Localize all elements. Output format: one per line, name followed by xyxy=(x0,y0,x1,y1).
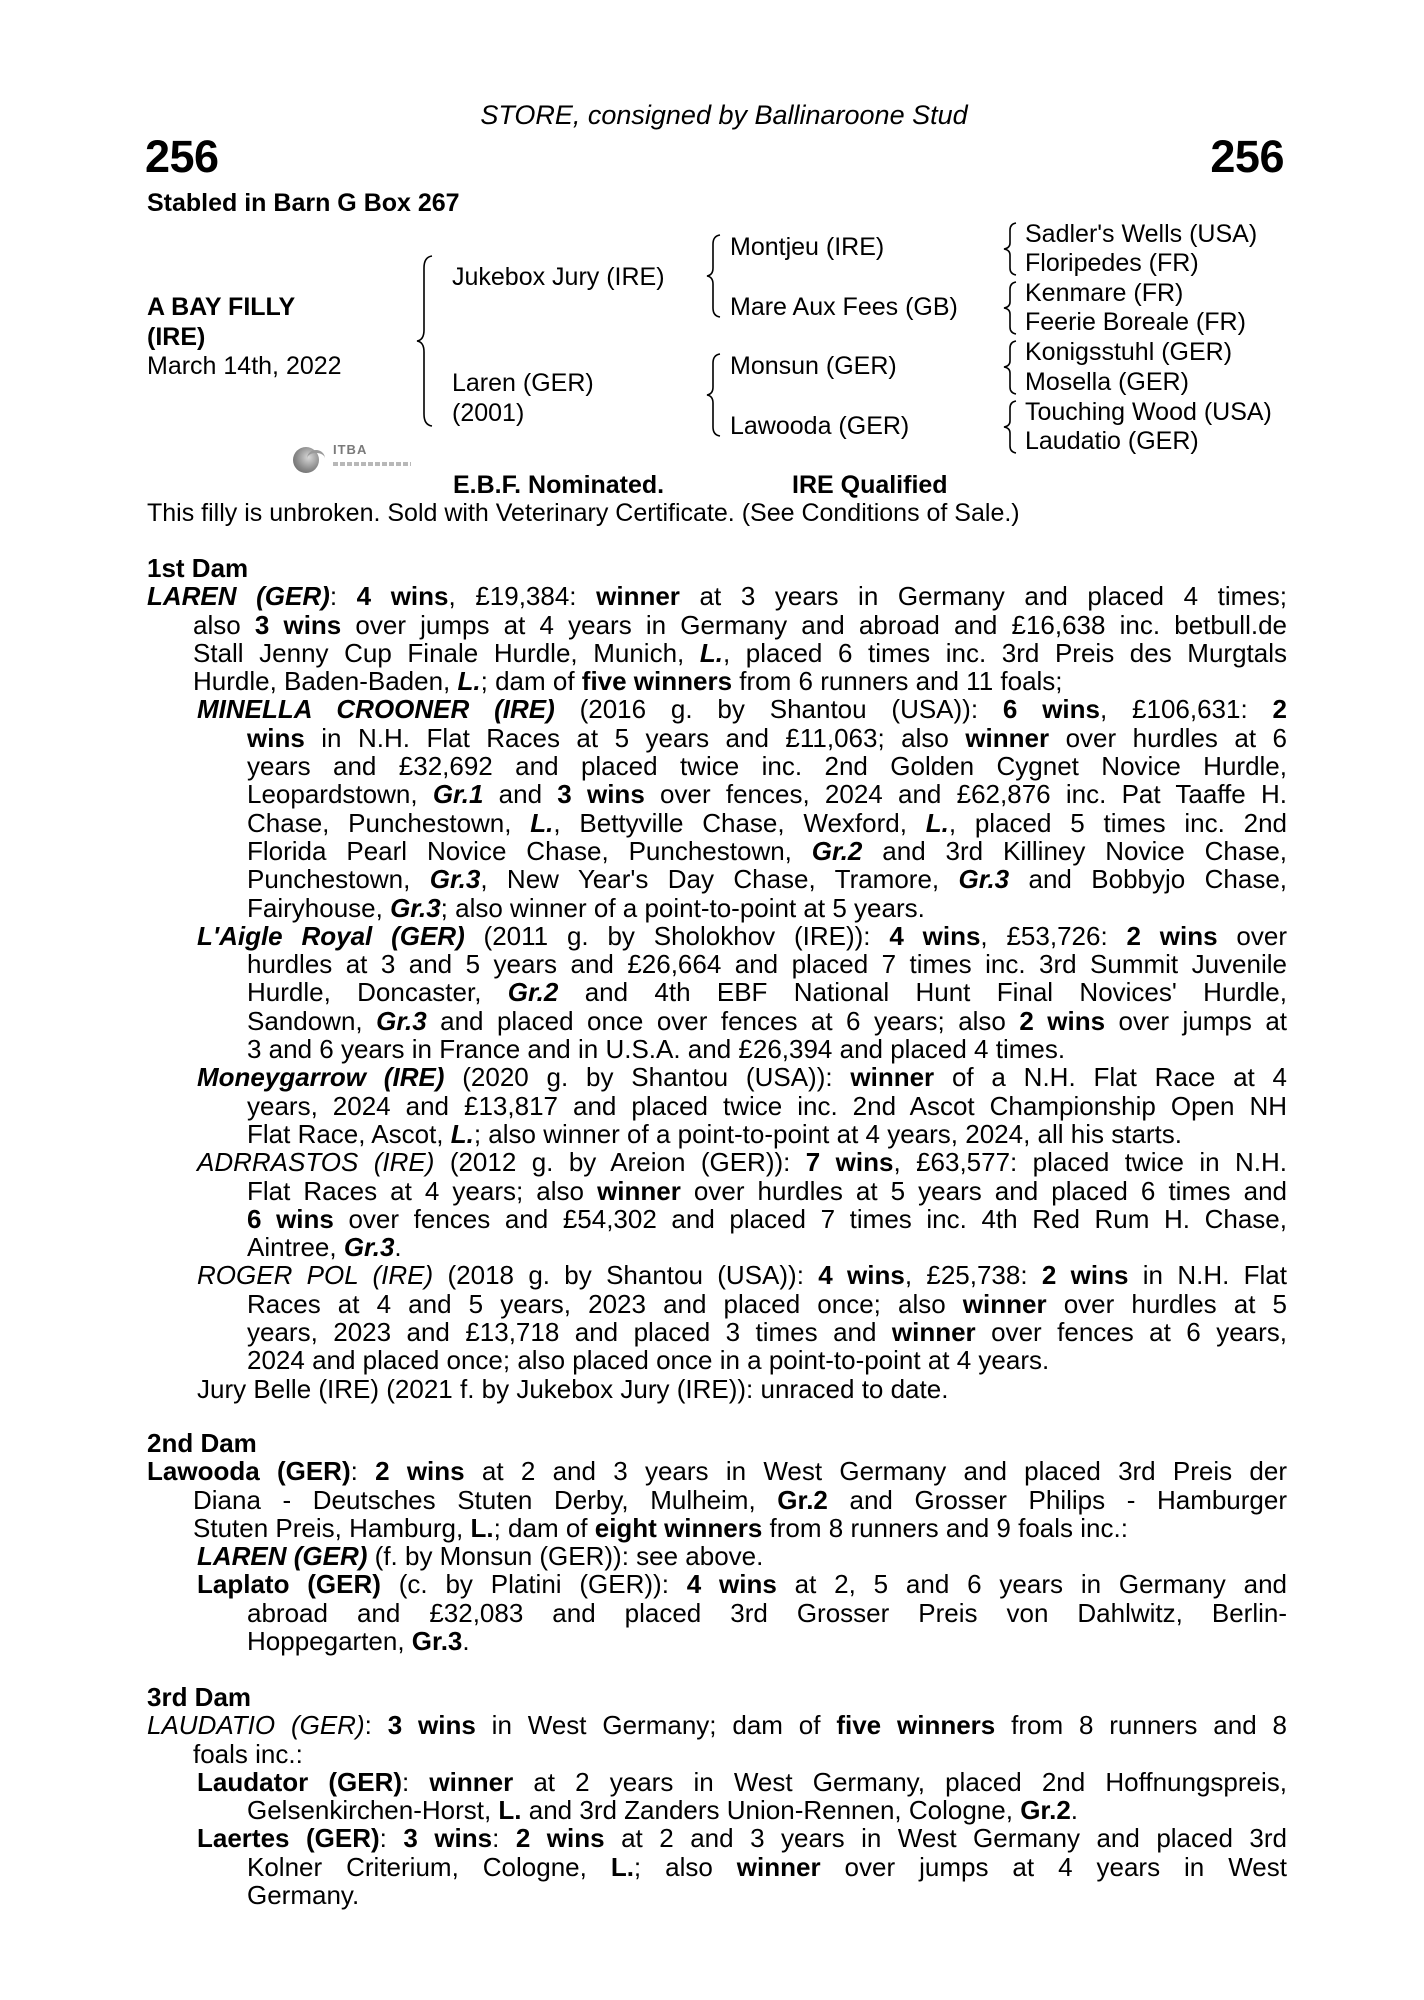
text-run: and xyxy=(483,779,558,810)
logo-text: ITBA xyxy=(333,442,368,457)
line-content xyxy=(193,611,1287,639)
line-content xyxy=(247,724,1287,752)
line-content xyxy=(247,1599,1287,1627)
section-heading: 1st Dam xyxy=(147,553,249,583)
text-run: ; also xyxy=(633,1851,737,1882)
text-run: at 2 years in West Germany, placed 2nd Hoffnungspreis, xyxy=(513,1766,1288,1797)
second-dam-section xyxy=(147,1429,1287,1655)
text-line xyxy=(147,1514,1287,1542)
text-run: : xyxy=(402,1766,430,1797)
text-run: , £63,577: placed twice in N.H. xyxy=(893,1147,1288,1178)
text-run: Florida Pearl Novice Chase, Punchestown, xyxy=(247,835,812,866)
bold-run: 3 wins xyxy=(557,779,645,810)
text-run: foals inc.: xyxy=(193,1738,303,1769)
text-line xyxy=(147,1457,1287,1485)
sire: Jukebox Jury (IRE) xyxy=(452,263,665,291)
line-content xyxy=(197,695,1287,723)
text-run: (2020 g. by Shantou (USA)): xyxy=(444,1062,851,1093)
text-run: Flat Races at 4 years; also xyxy=(247,1175,598,1206)
text-line xyxy=(147,1346,1287,1374)
lot-number-left: 256 xyxy=(145,131,219,182)
text-run: Hoppegarten, xyxy=(247,1626,412,1657)
bold-run: eight winners xyxy=(594,1512,763,1543)
text-line xyxy=(147,780,1287,808)
text-run: Aintree, xyxy=(247,1232,344,1263)
line-content xyxy=(197,1375,948,1403)
text-run: : xyxy=(492,1823,516,1854)
text-run: ; dam of xyxy=(480,666,582,697)
gen3-ancestor: Sadler's Wells (USA) xyxy=(1025,220,1258,248)
bold-run: 2 wins xyxy=(1019,1005,1106,1036)
bold-run: five winners xyxy=(836,1710,996,1741)
first-dam-section xyxy=(147,554,1287,1403)
text-line xyxy=(147,837,1287,865)
text-line xyxy=(147,1740,1287,1768)
line-content xyxy=(247,1881,359,1909)
bold-run: winner xyxy=(429,1766,514,1797)
foaling-date: March 14th, 2022 xyxy=(147,352,342,380)
text-run: . xyxy=(1070,1795,1079,1826)
horse-country: (IRE) xyxy=(147,323,206,351)
text-run: 2024 and placed once; also placed once in a point-to-point at 4 years. xyxy=(247,1345,1050,1376)
line-content xyxy=(247,894,925,922)
horse-head-icon xyxy=(307,450,325,467)
line-content xyxy=(247,752,1287,780)
gen3-ancestor: Feerie Boreale (FR) xyxy=(1025,308,1246,336)
line-content xyxy=(247,978,1287,1006)
line-content xyxy=(247,1177,1287,1205)
text-run: : xyxy=(329,581,357,612)
produce-entry xyxy=(147,1148,1287,1261)
gen3-ancestor: Mosella (GER) xyxy=(1025,368,1189,396)
gen3-ancestor: Konigsstuhl (GER) xyxy=(1025,338,1233,366)
text-line xyxy=(147,950,1287,978)
ebf-badge: E.B.F. Nominated. xyxy=(453,471,665,499)
text-run: : xyxy=(379,1823,404,1854)
text-run: 3 and 6 years in France and in U.S.A. and £26,394 and placed 4 times. xyxy=(247,1034,1066,1065)
bold-italic-run: L. xyxy=(530,807,554,838)
text-line xyxy=(147,1542,1287,1570)
line-content xyxy=(247,1796,1078,1824)
line-content xyxy=(247,1290,1287,1318)
text-line xyxy=(147,1599,1287,1627)
text-line xyxy=(147,1035,1287,1063)
line-content xyxy=(197,1063,1287,1091)
sire-sire: Montjeu (IRE) xyxy=(730,233,885,261)
dam: Laren (GER) xyxy=(452,369,594,397)
produce-entry xyxy=(147,1375,1287,1403)
bold-italic-run: Moneygarrow (IRE) xyxy=(197,1062,445,1093)
text-run: over xyxy=(1217,920,1287,951)
bold-run: 2 wins xyxy=(1126,920,1218,951)
text-run: and Bobbyjo Chase, xyxy=(1009,864,1287,895)
text-line xyxy=(147,1318,1287,1346)
text-run: and 3rd Killiney Novice Chase, xyxy=(862,835,1288,866)
text-run: from 6 runners and 11 foals; xyxy=(732,666,1063,697)
produce-entry xyxy=(147,695,1287,921)
bold-run: 2 xyxy=(1272,694,1287,725)
text-run: and Grosser Philips - Hamburger xyxy=(827,1484,1288,1515)
bold-italic-run: L. xyxy=(457,666,481,697)
text-line xyxy=(147,1233,1287,1261)
pedigree-brace xyxy=(417,256,432,426)
text-line xyxy=(147,1177,1287,1205)
bold-run: winner xyxy=(736,1851,821,1882)
bold-run: winner xyxy=(596,581,680,612)
bold-run: L. xyxy=(470,1512,494,1543)
text-line xyxy=(147,639,1287,667)
italic-run: ROGER POL (IRE) xyxy=(197,1260,434,1291)
bold-run: five winners xyxy=(581,666,733,697)
bold-run: winner xyxy=(850,1062,935,1093)
text-run: Fairyhouse, xyxy=(247,892,391,923)
text-run: , New Year's Day Chase, Tramore, xyxy=(480,864,959,895)
text-run: over hurdles at 5 xyxy=(1046,1288,1288,1319)
text-line xyxy=(147,1711,1287,1739)
bold-italic-run: LAREN (GER) xyxy=(197,1541,368,1572)
text-run: over fences at 6 years, xyxy=(975,1317,1287,1348)
bold-italic-run: Gr.3 xyxy=(376,1005,427,1036)
gen3-ancestor: Floripedes (FR) xyxy=(1025,249,1199,277)
bold-run: 4 wins xyxy=(686,1569,777,1600)
text-run: at 3 years in Germany and placed 4 times; xyxy=(679,581,1287,612)
consignor-line: STORE, consigned by Ballinaroone Stud xyxy=(480,100,968,130)
text-run: Races at 4 and 5 years, 2023 and placed once; also xyxy=(247,1288,963,1319)
text-run: , £19,384: xyxy=(448,581,597,612)
line-content xyxy=(247,1346,1049,1374)
line-content xyxy=(247,1120,1182,1148)
text-run: Jury Belle (IRE) (2021 f. by Jukebox Jury (IRE)): unraced to date. xyxy=(197,1373,949,1404)
lot-number-right: 256 xyxy=(1210,131,1284,182)
horse-name: A BAY FILLY xyxy=(147,293,296,321)
text-line xyxy=(147,922,1287,950)
bold-run: 6 wins xyxy=(1002,694,1100,725)
bold-run: wins xyxy=(247,722,305,753)
text-run: Kolner Criterium, Cologne, xyxy=(247,1851,611,1882)
text-line xyxy=(147,1853,1287,1881)
line-content xyxy=(147,582,1287,610)
text-line xyxy=(147,582,1287,610)
line-content xyxy=(247,1853,1287,1881)
text-line xyxy=(147,809,1287,837)
text-line xyxy=(147,1290,1287,1318)
bold-run: Laudator (GER) xyxy=(197,1766,403,1797)
sale-note: This filly is unbroken. Sold with Veterinary Certificate. (See Conditions of Sale.) xyxy=(147,499,1020,527)
bold-run: 3 wins xyxy=(403,1823,493,1854)
line-content xyxy=(247,837,1287,865)
gen3-ancestor: Laudatio (GER) xyxy=(1025,427,1199,455)
line-content xyxy=(193,1486,1287,1514)
line-content xyxy=(247,1233,402,1261)
text-run: years, 2024 and £13,817 and placed twice inc. 2nd Ascot Championship Open NH xyxy=(247,1090,1287,1121)
text-line xyxy=(147,978,1287,1006)
line-content xyxy=(193,1740,303,1768)
text-run: and 3rd Zanders Union-Rennen, Cologne, xyxy=(521,1795,1021,1826)
pedigree-brace xyxy=(1004,282,1016,334)
line-content xyxy=(197,1768,1287,1796)
text-run: Sandown, xyxy=(247,1005,377,1036)
line-content xyxy=(247,1035,1065,1063)
bold-run: Laplato (GER) xyxy=(197,1569,381,1600)
text-line xyxy=(147,894,1287,922)
text-run: Germany. xyxy=(247,1880,360,1911)
text-run: and placed once over fences at 6 years; also xyxy=(426,1005,1020,1036)
text-line xyxy=(147,1824,1287,1852)
dam-entry xyxy=(147,1457,1287,1542)
text-run: , £25,738: xyxy=(904,1260,1042,1291)
text-line xyxy=(147,1570,1287,1598)
dam-dam: Lawooda (GER) xyxy=(730,412,910,440)
line-content xyxy=(193,639,1287,667)
text-run: over hurdles at 5 years and placed 6 times and xyxy=(680,1175,1288,1206)
line-content xyxy=(197,1542,763,1570)
bold-italic-run: MINELLA CROONER (IRE) xyxy=(197,694,555,725)
line-content xyxy=(247,1318,1287,1346)
logo-subtext xyxy=(333,462,411,466)
bold-run: Laertes (GER) xyxy=(197,1823,380,1854)
bold-run: 4 wins xyxy=(889,920,981,951)
line-content xyxy=(197,1148,1287,1176)
text-line xyxy=(147,1205,1287,1233)
text-run: over fences and £54,302 and placed 7 times inc. 4th Red Rum H. Chase, xyxy=(333,1203,1287,1234)
text-run: (2012 g. by Areion (GER)): xyxy=(434,1147,806,1178)
text-run: (2016 g. by Shantou (USA)): xyxy=(554,694,1003,725)
bold-italic-run: Gr.3 xyxy=(958,864,1010,895)
text-run: Diana - Deutsches Stuten Derby, Mulheim, xyxy=(193,1484,778,1515)
bold-run: 2 wins xyxy=(515,1823,605,1854)
text-run: Leopardstown, xyxy=(247,779,433,810)
text-run: also xyxy=(193,609,255,640)
bold-run: L. xyxy=(610,1851,634,1882)
produce-entry xyxy=(147,1542,1287,1570)
text-run: , placed 6 times inc. 3rd Preis des Murgtals xyxy=(722,637,1287,668)
bold-run: 2 wins xyxy=(375,1456,465,1487)
bold-run: 3 wins xyxy=(254,609,342,640)
bold-run: Gr.3 xyxy=(411,1626,463,1657)
text-run: Punchestown, xyxy=(247,864,430,895)
bold-italic-run: Gr.1 xyxy=(432,779,484,810)
text-run: Gelsenkirchen-Horst, xyxy=(247,1795,499,1826)
stabling-info: Stabled in Barn G Box 267 xyxy=(147,189,460,217)
line-content xyxy=(247,780,1287,808)
text-run: ; also winner of a point-to-point at 5 years. xyxy=(440,892,925,923)
ire-qualified-badge: IRE Qualified xyxy=(792,471,948,499)
text-run: (f. by Monsun (GER)): see above. xyxy=(367,1541,764,1572)
line-content xyxy=(147,1457,1287,1485)
text-run: at 2 and 3 years in West Germany and placed 3rd Preis der xyxy=(464,1456,1287,1487)
line-content xyxy=(247,1007,1287,1035)
produce-entry xyxy=(147,1063,1287,1148)
produce-entry xyxy=(147,1570,1287,1655)
text-line xyxy=(147,1063,1287,1091)
line-content xyxy=(247,1092,1287,1120)
bold-run: Gr.2 xyxy=(777,1484,828,1515)
text-run: over jumps at 4 years in West xyxy=(820,1851,1287,1882)
pedigree-brace xyxy=(707,235,720,317)
bold-run: 6 wins xyxy=(247,1203,334,1234)
bold-run: 3 wins xyxy=(387,1710,476,1741)
text-run: at 2 and 3 years in West Germany and placed 3rd xyxy=(604,1823,1287,1854)
text-line xyxy=(147,1768,1287,1796)
text-run: from 8 runners and 8 xyxy=(995,1710,1287,1741)
text-run: over hurdles at 6 xyxy=(1049,722,1288,753)
text-run: hurdles at 3 and 5 years and £26,664 and placed 7 times inc. 3rd Summit Juvenile xyxy=(247,949,1287,980)
bold-italic-run: L. xyxy=(699,637,723,668)
bold-run: 4 wins xyxy=(356,581,449,612)
text-run: in West Germany; dam of xyxy=(475,1710,837,1741)
text-run: from 8 runners and 9 foals inc.: xyxy=(762,1512,1128,1543)
text-run: : xyxy=(364,1710,388,1741)
text-run: years, 2023 and £13,718 and placed 3 times and xyxy=(247,1317,892,1348)
text-line xyxy=(147,1881,1287,1909)
text-line xyxy=(147,1796,1287,1824)
itba-logo xyxy=(293,444,423,476)
bold-italic-run: Gr.3 xyxy=(343,1232,395,1263)
text-line xyxy=(147,1120,1287,1148)
produce-entry xyxy=(147,1824,1287,1909)
line-content xyxy=(197,1261,1287,1289)
text-run: abroad and £32,083 and placed 3rd Grosser Preis von Dahlwitz, Berlin- xyxy=(247,1597,1287,1628)
line-content xyxy=(193,667,1063,695)
gen3-ancestor: Touching Wood (USA) xyxy=(1025,398,1272,426)
italic-run: ADRRASTOS (IRE) xyxy=(197,1147,435,1178)
text-line xyxy=(147,1092,1287,1120)
text-run: over fences, 2024 and £62,876 inc. Pat Taaffe H. xyxy=(644,779,1287,810)
bold-run: 2 wins xyxy=(1041,1260,1129,1291)
text-line xyxy=(147,1007,1287,1035)
line-content xyxy=(247,950,1287,978)
text-run: Hurdle, Doncaster, xyxy=(247,977,508,1008)
text-line xyxy=(147,667,1287,695)
text-line xyxy=(147,724,1287,752)
text-line xyxy=(147,695,1287,723)
bold-run: winner xyxy=(597,1175,681,1206)
text-run: , Bettyville Chase, Wexford, xyxy=(553,807,926,838)
line-content xyxy=(197,1824,1287,1852)
produce-entry xyxy=(147,1768,1287,1825)
third-dam-section xyxy=(147,1683,1287,1909)
line-content xyxy=(247,809,1287,837)
pedigree-brace xyxy=(1004,401,1016,453)
text-run: in N.H. Flat xyxy=(1128,1260,1287,1291)
line-content xyxy=(193,1514,1128,1542)
text-run: , placed 5 times inc. 2nd xyxy=(948,807,1287,838)
text-run: ; also winner of a point-to-point at 4 years, 2024, all his starts. xyxy=(473,1118,1183,1149)
text-run: (2018 g. by Shantou (USA)): xyxy=(433,1260,819,1291)
text-run: in N.H. Flat Races at 5 years and £11,063; also xyxy=(304,722,966,753)
text-run: Stuten Preis, Hamburg, xyxy=(193,1512,471,1543)
text-line xyxy=(147,1627,1287,1655)
text-run: over jumps at xyxy=(1105,1005,1287,1036)
text-run: Flat Race, Ascot, xyxy=(247,1118,451,1149)
text-run: , £53,726: xyxy=(980,920,1127,951)
text-run: . xyxy=(462,1626,470,1657)
text-run: of a N.H. Flat Race at 4 xyxy=(934,1062,1287,1093)
produce-entry xyxy=(147,1261,1287,1374)
line-content xyxy=(197,1570,1287,1598)
text-run: . xyxy=(394,1232,402,1263)
line-content xyxy=(197,922,1287,950)
gen3-ancestor: Kenmare (FR) xyxy=(1025,279,1184,307)
text-run: and 4th EBF National Hunt Final Novices' Hurdle, xyxy=(558,977,1287,1008)
text-line xyxy=(147,865,1287,893)
bold-run: 7 wins xyxy=(805,1147,894,1178)
text-line xyxy=(147,1486,1287,1514)
dam-sire: Monsun (GER) xyxy=(730,352,897,380)
bold-italic-run: L. xyxy=(450,1118,474,1149)
pedigree-brace xyxy=(1004,341,1016,394)
text-run: over jumps at 4 years in Germany and abroad and £16,638 inc. betbull.de xyxy=(341,609,1287,640)
dam-entry xyxy=(147,582,1287,695)
text-line xyxy=(147,1261,1287,1289)
line-content xyxy=(247,1205,1287,1233)
bold-run: Gr.2 xyxy=(1020,1795,1071,1826)
text-run: years and £32,692 and placed twice inc. 2nd Golden Cygnet Novice Hurdle, xyxy=(247,751,1287,782)
bold-run: Lawooda (GER) xyxy=(147,1456,351,1487)
text-run: at 2, 5 and 6 years in Germany and xyxy=(776,1569,1287,1600)
bold-run: winner xyxy=(965,722,1050,753)
bold-italic-run: L. xyxy=(925,807,949,838)
pedigree-brace xyxy=(1004,223,1016,275)
section-heading: 2nd Dam xyxy=(147,1428,257,1458)
text-run: ; dam of xyxy=(493,1512,595,1543)
pedigree-brace xyxy=(707,354,720,436)
text-run: (2011 g. by Sholokhov (IRE)): xyxy=(464,920,890,951)
bold-italic-run: Gr.3 xyxy=(429,864,481,895)
bold-run: L. xyxy=(498,1795,522,1826)
bold-italic-run: Gr.2 xyxy=(811,835,863,866)
text-run: Chase, Punchestown, xyxy=(247,807,531,838)
bold-run: winner xyxy=(962,1288,1047,1319)
text-run: (c. by Platini (GER)): xyxy=(380,1569,687,1600)
bold-italic-run: L'Aigle Royal (GER) xyxy=(197,920,465,951)
produce-entry xyxy=(147,922,1287,1063)
bold-run: 4 wins xyxy=(818,1260,905,1291)
text-line xyxy=(147,611,1287,639)
sire-dam: Mare Aux Fees (GB) xyxy=(730,293,958,321)
line-content xyxy=(247,1627,470,1655)
text-line xyxy=(147,1148,1287,1176)
bold-run: winner xyxy=(891,1317,976,1348)
bold-italic-run: Gr.3 xyxy=(390,892,441,923)
text-line xyxy=(147,752,1287,780)
italic-run: LAUDATIO (GER) xyxy=(147,1710,365,1741)
text-run: , £106,631: xyxy=(1099,694,1273,725)
dam-year: (2001) xyxy=(452,399,525,427)
text-line xyxy=(147,1375,1287,1403)
section-heading: 3rd Dam xyxy=(147,1682,252,1712)
bold-italic-run: Gr.2 xyxy=(507,977,559,1008)
bold-italic-run: LAREN (GER) xyxy=(147,581,330,612)
line-content xyxy=(147,1711,1287,1739)
dam-entry xyxy=(147,1711,1287,1768)
text-run: : xyxy=(350,1456,376,1487)
text-run: Hurdle, Baden-Baden, xyxy=(193,666,458,697)
line-content xyxy=(247,865,1287,893)
text-run: Stall Jenny Cup Finale Hurdle, Munich, xyxy=(193,637,700,668)
